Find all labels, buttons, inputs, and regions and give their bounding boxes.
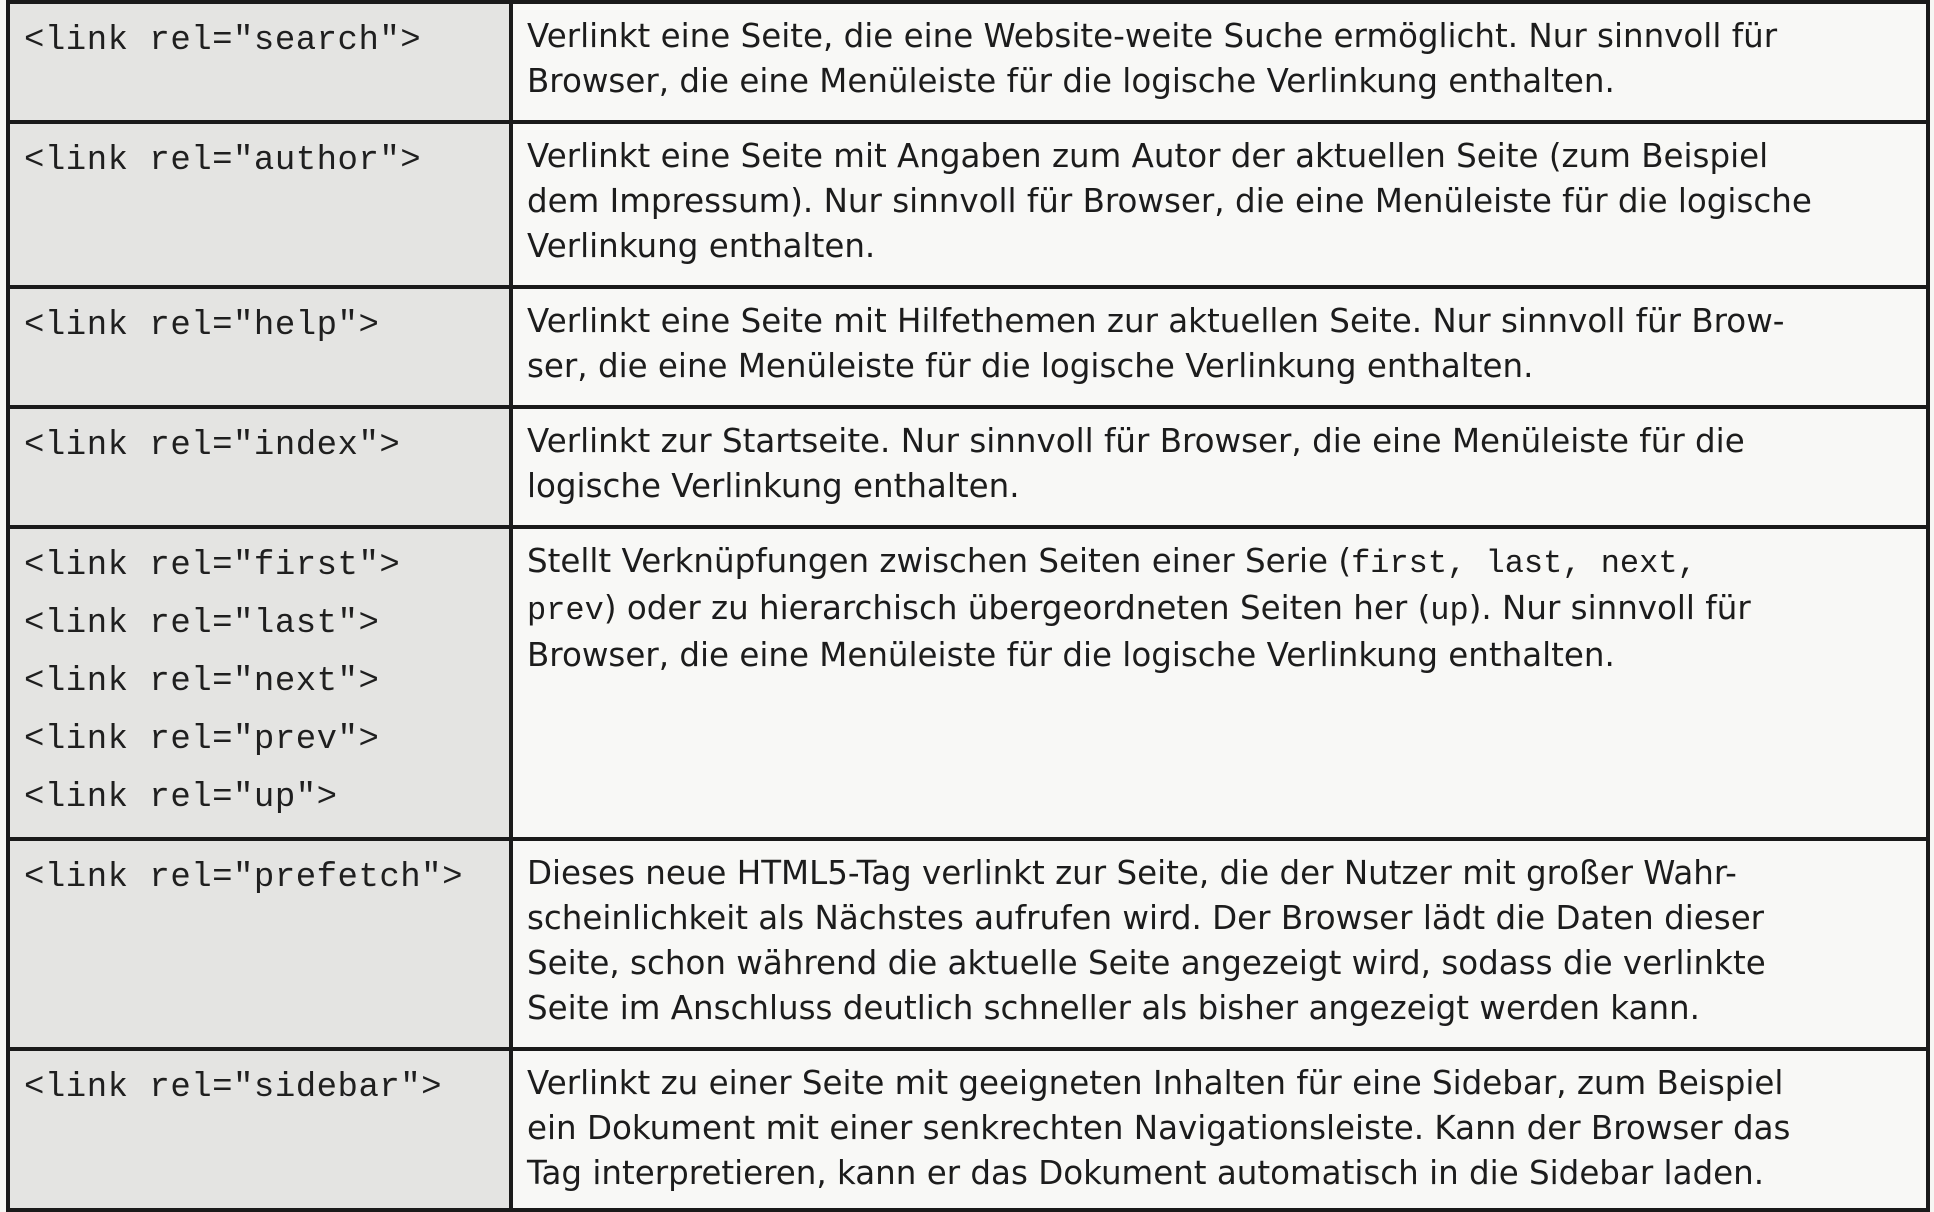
tag-cell <box>8 839 511 1049</box>
description-cell <box>511 1049 1928 1210</box>
description-line: scheinlichkeit als Nächstes aufrufen wird. Der Browser lädt die Daten dieser <box>527 899 1765 937</box>
description-line: Verlinkt zu einer Seite mit geeigneten Inhalten für eine Sidebar, zum Beispiel <box>527 1064 1784 1102</box>
link-tag-code: <link rel="next"> <box>24 663 380 701</box>
link-tag-code: <link rel="index"> <box>24 427 401 465</box>
table-row <box>8 527 1928 839</box>
description-line: Verlinkt zur Startseite. Nur sinnvoll für Browser, die eine Menüleiste für die <box>527 422 1745 460</box>
tag-cell <box>8 287 511 407</box>
link-tag-code: <link rel="search"> <box>24 22 422 60</box>
tag-cell <box>8 2 511 122</box>
tag-cell <box>8 122 511 287</box>
link-tag-code: <link rel="up"> <box>24 779 338 817</box>
table-row <box>8 122 1928 287</box>
description-cell <box>511 2 1928 122</box>
link-tag-code: <link rel="last"> <box>24 605 380 643</box>
description-line: Seite im Anschluss deutlich schneller als bisher angezeigt werden kann. <box>527 989 1700 1027</box>
inline-code: prev <box>527 592 604 629</box>
link-tag-code: <link rel="prev"> <box>24 721 380 759</box>
description-line: Browser, die eine Menüleiste für die logische Verlinkung enthalten. <box>527 62 1615 100</box>
table-row <box>8 839 1928 1049</box>
link-rel-table <box>6 0 1930 1212</box>
table-row <box>8 287 1928 407</box>
description-line <box>527 539 1912 586</box>
description-cell <box>511 287 1928 407</box>
table-row <box>8 407 1928 527</box>
link-tag-code: <link rel="first"> <box>24 547 401 585</box>
tag-cell <box>8 407 511 527</box>
table-row <box>8 1049 1928 1210</box>
link-tag-code: <link rel="prefetch"> <box>24 859 463 897</box>
description-line: ein Dokument mit einer senkrechten Navigationsleiste. Kann der Browser das <box>527 1109 1791 1147</box>
document-page <box>6 0 1930 1204</box>
description-line: Seite, schon während die aktuelle Seite angezeigt wird, sodass die verlinkte <box>527 944 1766 982</box>
description-text: ) oder zu hierarchisch übergeordneten Seiten her ( <box>603 589 1431 627</box>
description-line: Verlinkt eine Seite mit Hilfethemen zur aktuellen Seite. Nur sinnvoll für Brow- <box>527 302 1785 340</box>
description-text: Stellt Verknüpfungen zwischen Seiten einer Serie ( <box>527 542 1352 580</box>
inline-code: first, last, next, <box>1351 545 1697 582</box>
description-cell <box>511 122 1928 287</box>
description-line: Dieses neue HTML5-Tag verlinkt zur Seite, die der Nutzer mit großer Wahr- <box>527 854 1737 892</box>
description-line <box>527 586 1912 633</box>
description-line: Verlinkt eine Seite mit Angaben zum Autor der aktuellen Seite (zum Beispiel <box>527 137 1769 175</box>
tag-cell <box>8 1049 511 1210</box>
description-line: logische Verlinkung enthalten. <box>527 467 1020 505</box>
description-line: ser, die eine Menüleiste für die logische Verlinkung enthalten. <box>527 347 1534 385</box>
description-line: Tag interpretieren, kann er das Dokument automatisch in die Sidebar laden. <box>527 1154 1765 1192</box>
description-cell <box>511 527 1928 839</box>
description-cell <box>511 839 1928 1049</box>
link-tag-code: <link rel="sidebar"> <box>24 1069 443 1107</box>
description-line: Verlinkt eine Seite, die eine Website-weite Suche ermöglicht. Nur sinnvoll für <box>527 17 1778 55</box>
description-line: Browser, die eine Menüleiste für die logische Verlinkung enthalten. <box>527 636 1615 674</box>
link-tag-code: <link rel="help"> <box>24 307 380 345</box>
description-text: ). Nur sinnvoll für <box>1468 589 1751 627</box>
description-cell <box>511 407 1928 527</box>
link-tag-code: <link rel="author"> <box>24 142 422 180</box>
description-line: dem Impressum). Nur sinnvoll für Browser, die eine Menüleiste für die logische <box>527 182 1812 220</box>
inline-code: up <box>1430 592 1469 629</box>
description-line: Verlinkung enthalten. <box>527 227 876 265</box>
tag-cell <box>8 527 511 839</box>
table-row <box>8 2 1928 122</box>
